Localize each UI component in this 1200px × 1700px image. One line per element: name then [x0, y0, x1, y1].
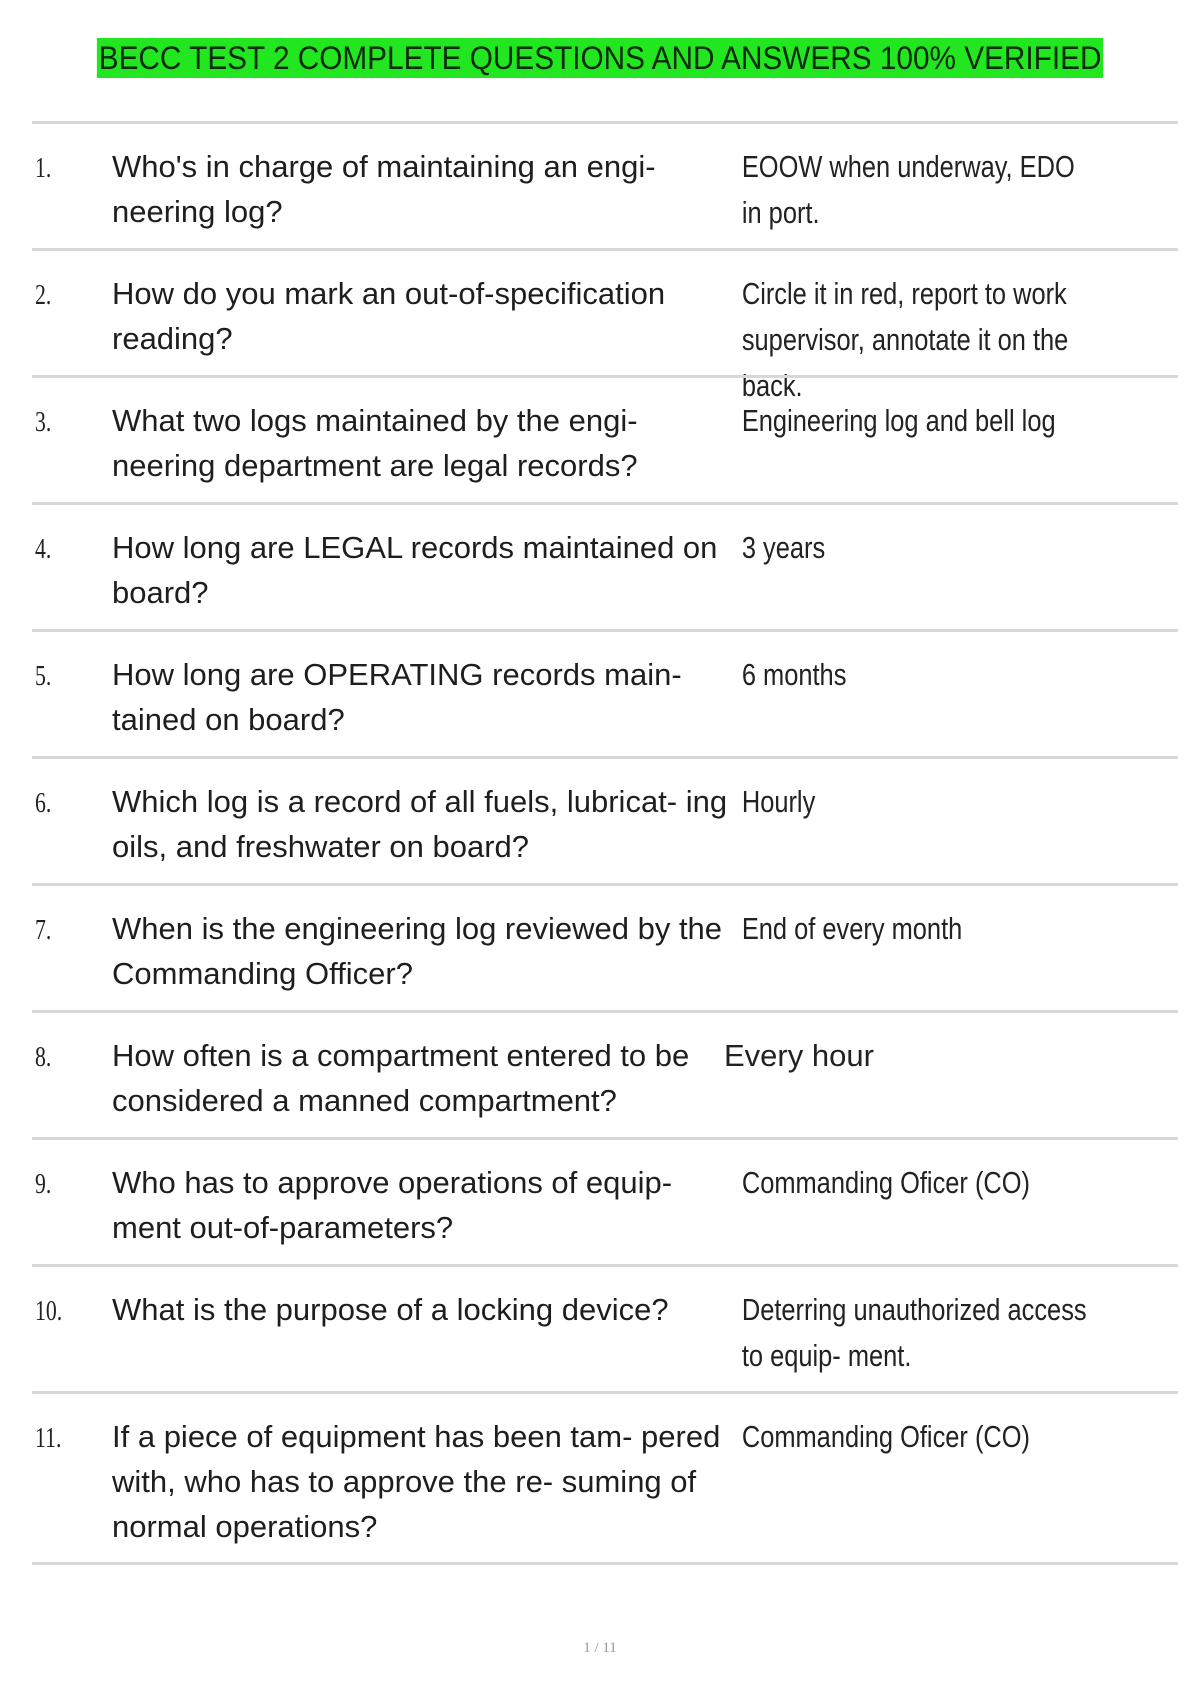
qa-row	[32, 883, 1178, 1010]
title-container	[0, 38, 1200, 78]
answer-text: End of every month	[741, 911, 963, 946]
question-text: What is the purpose of a locking device?	[112, 1292, 669, 1327]
page-indicator: 1 / 11	[583, 1640, 617, 1656]
answer-text: 3 years	[741, 530, 826, 565]
question-number: 5.	[35, 660, 52, 692]
qa-row	[32, 502, 1178, 629]
question-text: How long are LEGAL records maintained on board?	[112, 530, 718, 610]
question-number: 8.	[35, 1041, 52, 1073]
question-text: Who's in charge of maintaining an engi- neering log?	[112, 149, 656, 229]
qa-row	[32, 1391, 1178, 1565]
document-title: BECC TEST 2 COMPLETE QUESTIONS AND ANSWERS 100% VERIFIED	[98, 40, 1102, 76]
question-text: If a piece of equipment has been tam- pered with, who has to approve the re- suming of normal operations?	[112, 1419, 721, 1544]
answer-text: Hourly	[741, 784, 816, 819]
question-text: How do you mark an out-of-specification reading?	[112, 276, 666, 356]
question-number: 11.	[35, 1422, 62, 1454]
question-text: How long are OPERATING records main- tained on board?	[112, 657, 682, 737]
question-text: Who has to approve operations of equip- ment out-of-parameters?	[112, 1165, 673, 1245]
answer-text: 6 months	[741, 657, 847, 692]
qa-row	[32, 756, 1178, 883]
qa-list	[32, 121, 1178, 1565]
question-text: How often is a compartment entered to be considered a manned compartment?	[112, 1038, 690, 1118]
qa-row	[32, 1137, 1178, 1264]
answer-text: Circle it in red, report to work supervisor, annotate it on the back.	[741, 276, 1069, 403]
answer-text: Commanding Oficer (CO)	[741, 1419, 1031, 1454]
question-text: What two logs maintained by the engi- neering department are legal records?	[112, 403, 638, 483]
question-number: 9.	[35, 1168, 52, 1200]
answer-text: Commanding Oficer (CO)	[741, 1165, 1031, 1200]
answer-text: Every hour	[724, 1038, 874, 1073]
question-number: 7.	[35, 914, 52, 946]
question-number: 3.	[35, 406, 52, 438]
qa-row	[32, 248, 1178, 403]
qa-row	[32, 629, 1178, 756]
qa-row	[32, 1264, 1178, 1391]
question-number: 1.	[35, 152, 52, 184]
question-number: 6.	[35, 787, 52, 819]
question-number: 4.	[35, 533, 52, 565]
answer-text: Deterring unauthorized access to equip- ment.	[741, 1292, 1087, 1373]
qa-row	[32, 1010, 1178, 1137]
question-number: 2.	[35, 279, 52, 311]
answer-text: Engineering log and bell log	[741, 403, 1056, 438]
question-text: When is the engineering log reviewed by the Commanding Officer?	[112, 911, 723, 991]
answer-text: EOOW when underway, EDO in port.	[741, 149, 1075, 230]
qa-row	[32, 121, 1178, 248]
question-number: 10.	[35, 1295, 63, 1327]
qa-row	[32, 375, 1178, 502]
question-text: Which log is a record of all fuels, lubricat- ing oils, and freshwater on board?	[112, 784, 728, 864]
